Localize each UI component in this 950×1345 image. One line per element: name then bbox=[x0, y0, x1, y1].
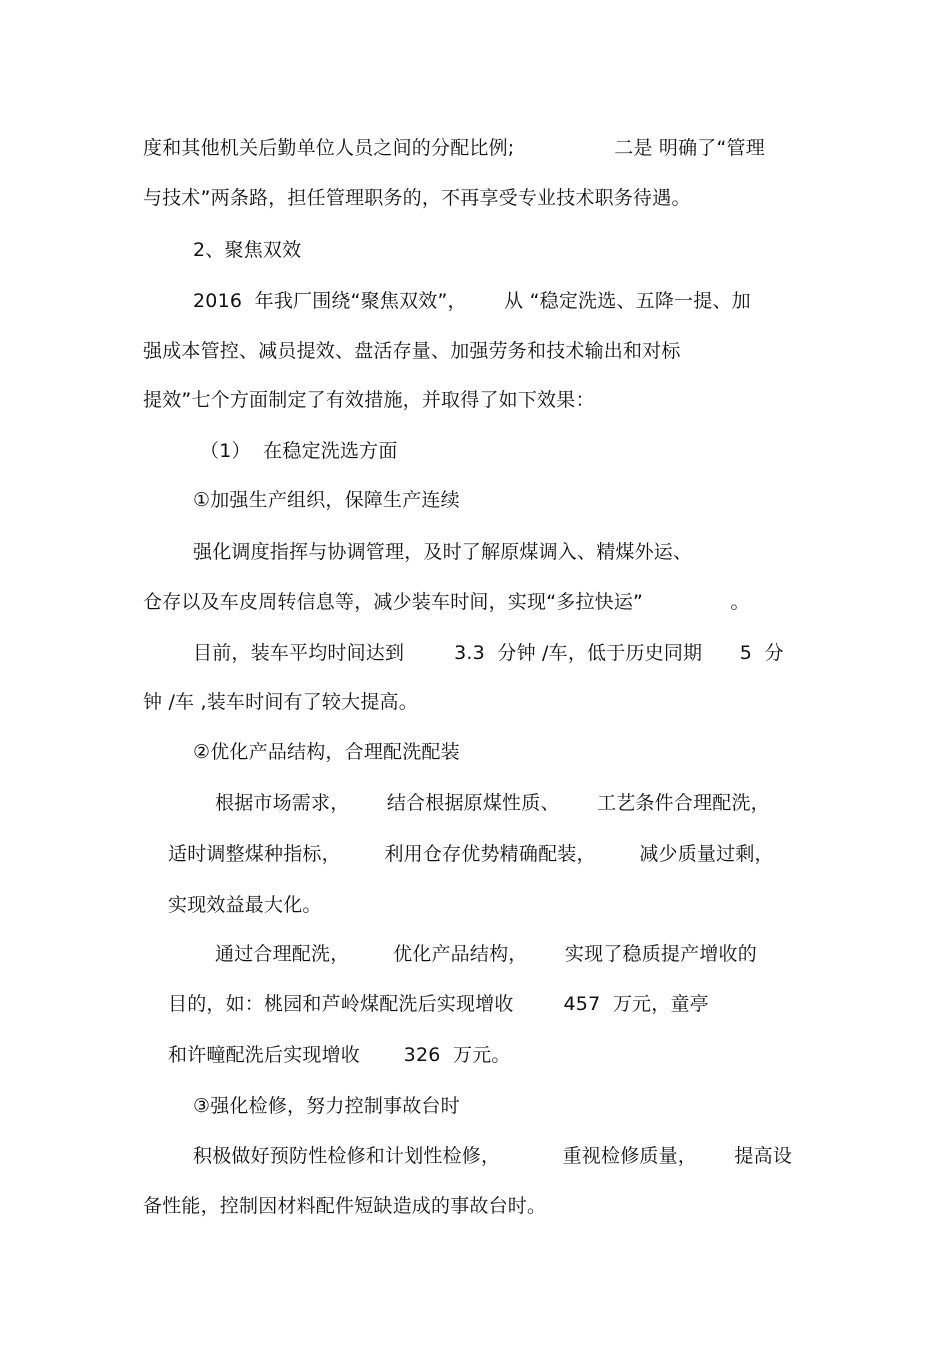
paragraph-line: 备性能，控制因材料配件短缺造成的事故台时。 bbox=[143, 1195, 547, 1217]
paragraph-line: 适时调整煤种指标， 利用仓存优势精确配装， 减少质量过剩， bbox=[168, 843, 774, 865]
paragraph-line: 根据市场需求， 结合根据原煤性质、 工艺条件合理配洗， bbox=[215, 792, 770, 814]
paragraph-line: 提效”七个方面制定了有效措施，并取得了如下效果： bbox=[143, 389, 595, 411]
paragraph-line: 目前，装车平均时间达到 3.3 分钟 /车，低于历史同期 5 分 bbox=[193, 642, 784, 664]
paragraph-line: 强成本管控、减员提效、盘活存量、加强劳务和技术输出和对标 bbox=[143, 340, 681, 362]
paragraph-line: 积极做好预防性检修和计划性检修， 重视检修质量， 提高设 bbox=[193, 1145, 793, 1167]
paragraph-line: 强化调度指挥与协调管理，及时了解原煤调入、精煤外运、 bbox=[193, 541, 693, 563]
paragraph-line: 仓存以及车皮周转信息等，减少装车时间，实现“多拉快运” 。 bbox=[143, 591, 750, 613]
paragraph-line: 通过合理配洗， 优化产品结构， 实现了稳质提产增收的 bbox=[215, 943, 757, 965]
paragraph-line: 2016 年我厂围绕“聚焦双效”， 从 “稳定洗选、五降一提、加 bbox=[193, 290, 751, 312]
item-heading: ②优化产品结构，合理配洗配装 bbox=[193, 741, 460, 763]
paragraph-line: 和许疃配洗后实现增收 326 万元。 bbox=[168, 1044, 511, 1066]
item-heading: ③强化检修，努力控制事故台时 bbox=[193, 1095, 460, 1117]
section-heading: 2、聚焦双效 bbox=[193, 239, 302, 261]
paragraph-line: 钟 /车 ,装车时间有了较大提高。 bbox=[143, 691, 418, 713]
item-heading: ①加强生产组织，保障生产连续 bbox=[193, 489, 460, 511]
paragraph-line: 目的，如：桃园和芦岭煤配洗后实现增收 457 万元，童亭 bbox=[168, 993, 709, 1015]
paragraph-line: 度和其他机关后勤单位人员之间的分配比例; 二是 明确了“管理 bbox=[143, 137, 765, 159]
paragraph-line: 与技术”两条路，担任管理职务的，不再享受专业技术职务待遇。 bbox=[143, 187, 691, 209]
paragraph-line: 实现效益最大化。 bbox=[168, 894, 322, 916]
subsection-heading: （1） 在稳定洗选方面 bbox=[200, 440, 398, 462]
